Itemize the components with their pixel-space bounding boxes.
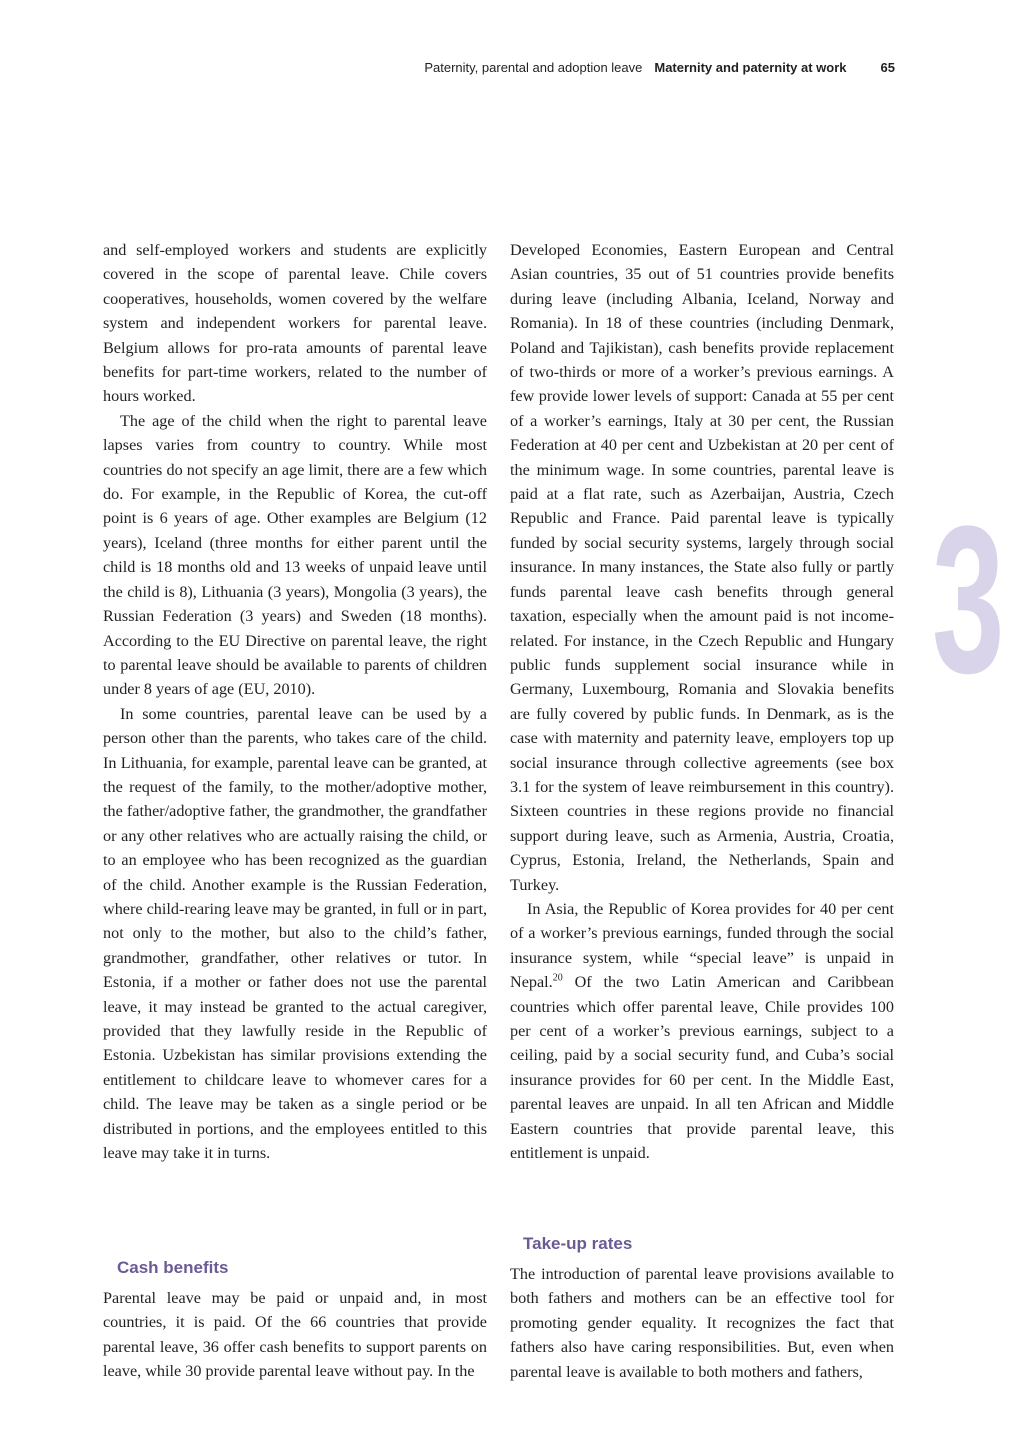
left-column [103, 238, 487, 1165]
right-paragraph-1: Developed Economies, Eastern European and Central Asian countries, 35 out of 51 countries provide benefits during leave (including Albania, Iceland, Norway and Romania). In 18 of these countries (including Denmark, Poland and Tajikistan), cash benefits provide replacement of two-thirds or more of a worker’s previous earnings. A few provide lower levels of support: Canada at 55 per cent of a worker’s earnings, Italy at 30 per cent, the Russian Federation at 40 per cent and Uzbekistan at 20 per cent of the minimum wage. In some countries, parental leave is paid at a flat rate, such as Azerbaijan, Austria, Czech Republic and France. Paid parental leave is typically funded by social security systems, largely through social insurance. In many instances, the State also fully or partly funds parental leave cash benefits through general taxation, especially when the amount paid is not income-related. For instance, in the Czech Republic and Hungary public funds supplement social insurance while in Germany, Luxembourg, Romania and Slovakia benefits are fully covered by public funds. In Denmark, as is the case with maternity and paternity leave, employers top up social insurance through collective agreements (see box 3.1 for the system of leave reimbursement in this country). Sixteen countries in these regions provide no financial support during leave, such as Armenia, Austria, Croatia, Cyprus, Estonia, Ireland, the Netherlands, Spain and Turkey. [510, 241, 894, 894]
chapter-number-marker: 3 [932, 482, 1005, 717]
left-paragraph-2: The age of the child when the right to parental leave lapses varies from country to country. While most countries do not specify an age limit, there are a few which do. For example, in the Republic of Korea, the cut-off point is 6 years of age. Other examples are Belgium (12 years), Iceland (three months for either parent until the child is 18 months old and 13 weeks of unpaid leave until the child is 8), Lithuania (3 years), Mongolia (3 years), the Russian Federation (3 years) and Sweden (18 months). According to the EU Directive on parental leave, the right to parental leave should be available to parents of children under 8 years of age (EU, 2010). [103, 411, 487, 699]
cash-benefits-section [103, 1286, 487, 1384]
right-paragraph-2-part-1: In Asia, the Republic of Korea provides for 40 per cent of a worker’s previous earnings, funded through the social insurance system, while “special leave” is unpaid in Nepal. [510, 899, 894, 992]
page-number: 65 [880, 60, 895, 75]
running-header [0, 60, 895, 75]
cash-benefits-paragraph: Parental leave may be paid or unpaid and, in most countries, it is paid. Of the 66 countries that provide parental leave, 36 offer cash benefits to support parents on leave, while 30 provide parental leave without pay. In the [103, 1289, 487, 1381]
footnote-reference[interactable]: 20 [552, 972, 563, 984]
left-paragraph-1: and self-employed workers and students are explicitly covered in the scope of parental leave. Chile covers cooperatives, households, women covered by the welfare system and independent workers for parental leave. Belgium allows for pro-rata amounts of parental leave benefits for part-time workers, related to the number of hours worked. [103, 241, 487, 406]
take-up-rates-paragraph: The introduction of parental leave provisions available to both fathers and mothers can be an effective tool for promoting gender equality. It recognizes the fact that fathers also have caring responsibilities. But, even when parental leave is available to both mothers and fathers, [510, 1265, 894, 1381]
take-up-rates-section [510, 1262, 894, 1384]
right-column [510, 238, 894, 1165]
take-up-rates-heading: Take-up rates [523, 1234, 633, 1253]
header-section-title: Paternity, parental and adoption leave [424, 60, 643, 75]
left-paragraph-3: In some countries, parental leave can be used by a person other than the parents, who takes care of the child. In Lithuania, for example, parental leave can be granted, at the request of the family, to the mother/adoptive mother, the father/adoptive father, the grandmother, the grandfather or any other relatives who are actually raising the child, or to an employee who has been recognized as the guardian of the child. Another example is the Russian Federation, where child-rearing leave may be granted, in full or in part, not only to the mother, but also to the child’s father, grandmother, grandfather, other relatives or tutor. In Estonia, if a mother or father does not use the parental leave, it may instead be granted to the actual caregiver, provided that they lawfully reside in the Republic of Estonia. Uzbekistan has similar provisions extending the entitlement to childcare leave to whomever cares for a child. The leave may be taken as a single period or be distributed in portions, and the employees entitled to this leave may take it in turns. [103, 704, 487, 1163]
right-paragraph-2-part-2: Of the two Latin American and Caribbean countries which offer parental leave, Chile provides 100 per cent of a worker’s previous earnings, subject to a ceiling, paid by a social security fund, and Cuba’s social insurance provides for 60 per cent. In the Middle East, parental leaves are unpaid. In all ten African and Middle Eastern countries that provide parental leave, this entitlement is unpaid. [510, 973, 894, 1163]
right-paragraph-2 [510, 897, 894, 1165]
header-book-title: Maternity and paternity at work [654, 60, 847, 75]
cash-benefits-heading: Cash benefits [117, 1258, 229, 1277]
